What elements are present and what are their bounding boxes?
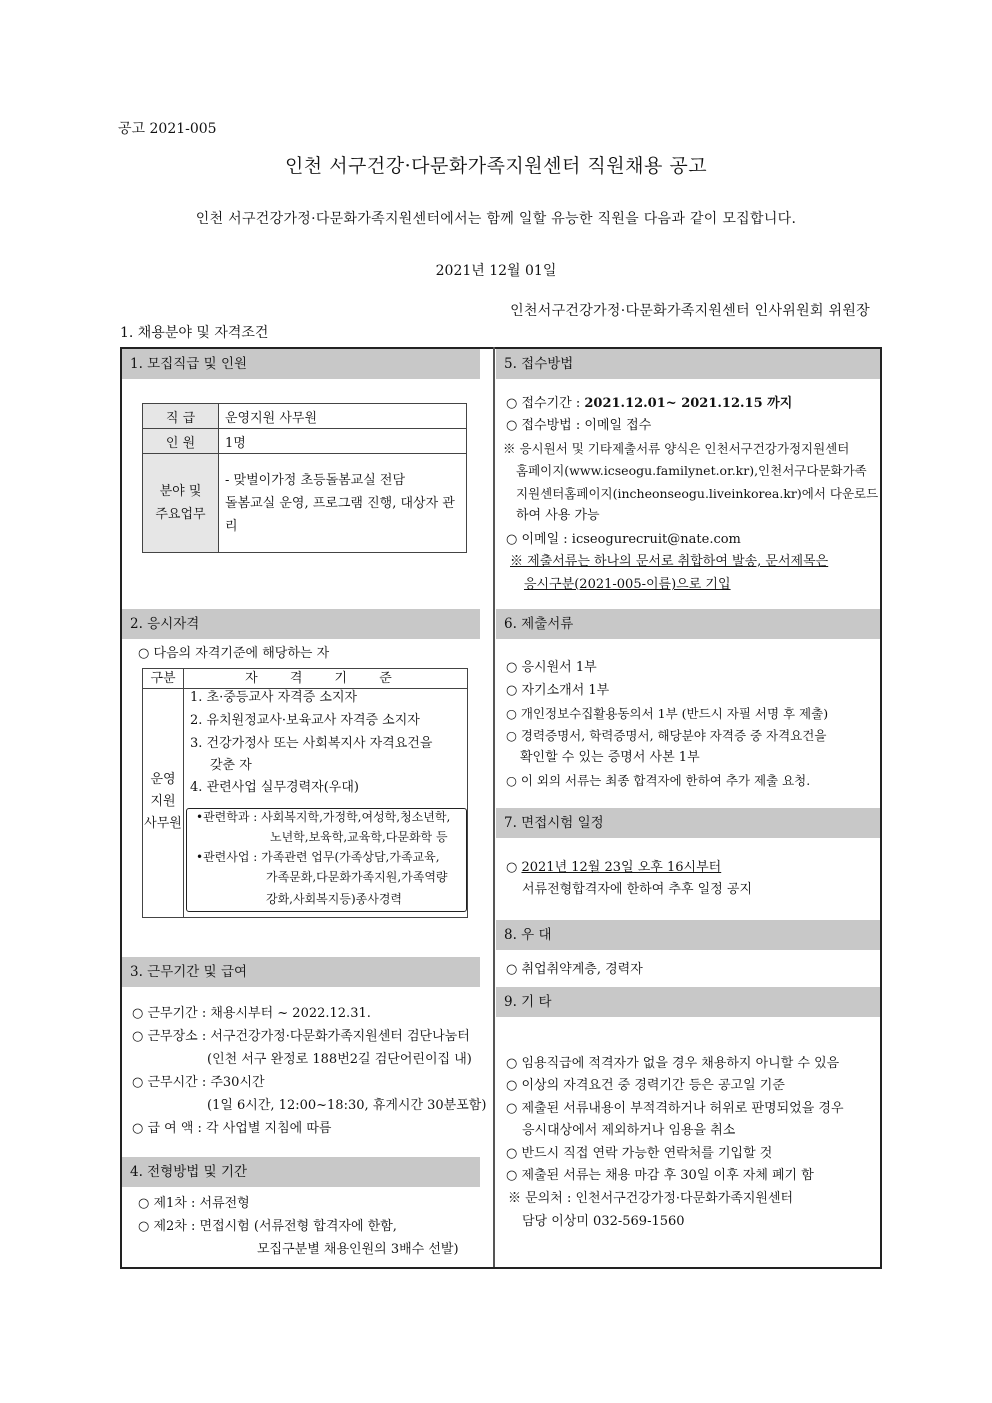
etc-5: ○ 제출된 서류는 채용 마감 후 30일 이후 자체 폐기 함 [506, 1168, 814, 1183]
rank-value: 운영지원 사무원 [219, 404, 467, 429]
doc-1: ○ 응시원서 1부 [506, 660, 597, 675]
qual-category-line1: 운영 [150, 772, 176, 787]
recruit-table [142, 403, 467, 553]
work-period: ○ 근무기간 : 채용시부터 ~ 2022.12.31. [132, 1006, 371, 1021]
doc-5: ○ 이 외의 서류는 최종 합격자에 한하여 추가 제출 요청. [506, 773, 811, 788]
doc-3: ○ 개인정보수집활용동의서 1부 (반드시 자필 서명 후 제출) [506, 706, 829, 721]
work-hours-detail: (1일 6시간, 12:00~18:30, 휴게시간 30분포함) [207, 1098, 487, 1113]
related-field-3: •관련사업 : 가족관련 업무(가족상담,가족교육, [196, 850, 440, 864]
apply-period-label: ○ 접수기간 : [506, 396, 585, 411]
qual-category-line3: 사무원 [144, 816, 182, 831]
duty-line2: 돌봄교실 운영, 프로그램 진행, 대상자 관리 [225, 495, 455, 534]
etc-2: ○ 이상의 자격요건 중 경력기간 등은 공고일 기준 [506, 1078, 785, 1093]
section-9-header: 9. 기 타 [496, 987, 880, 1017]
section-2-header: 2. 응시자격 [122, 609, 480, 639]
doc-2: ○ 자기소개서 1부 [506, 683, 610, 698]
qual-item-3: 3. 건강가정사 또는 사회복지사 자격요건을 [190, 736, 433, 751]
qual-item-2: 2. 유치원정교사·보육교사 자격증 소지자 [190, 713, 420, 728]
apply-period-value: 2021.12.01~ 2021.12.15 까지 [584, 396, 793, 411]
issuer: 인천서구건강가정·다문화가족지원센터 인사위원회 위원장 [510, 303, 870, 319]
submit-note-1: ※ 제출서류는 하나의 문서로 취합하여 발송, 문서제목은 [510, 554, 829, 569]
related-field-5: 강화,사회복지등)종사경력 [266, 892, 403, 906]
related-field-1: •관련학과 : 사회복지학,가정학,여성학,청소년학, [196, 810, 451, 824]
form-note-1: ※ 응시원서 및 기타제출서류 양식은 인천서구건강가정지원센터 [503, 441, 850, 456]
selection-step-1: ○ 제1차 : 서류전형 [138, 1196, 250, 1211]
qual-item-3b: 갖춘 자 [210, 758, 252, 773]
count-label: 인 원 [143, 429, 219, 454]
preference: ○ 취업취약계층, 경력자 [506, 962, 643, 977]
etc-3b: 응시대상에서 제외하거나 임용을 취소 [522, 1123, 736, 1138]
duty-line1: - 맞벌이가정 초등돌봄교실 전담 [225, 472, 406, 488]
qual-category [143, 769, 183, 835]
form-note-2: 홈페이지(www.icseogu.familynet.or.kr),인천서구다문화가족 [516, 463, 867, 478]
doc-4b: 확인할 수 있는 증명서 사본 1부 [520, 750, 700, 765]
selection-step-2: ○ 제2차 : 면접시험 (서류전형 합격자에 한함, [138, 1219, 397, 1234]
duty-label [143, 454, 219, 553]
etc-4: ○ 반드시 직접 연락 가능한 연락처를 기입할 것 [506, 1146, 773, 1161]
salary: ○ 급 여 액 : 각 사업별 지침에 따름 [132, 1121, 332, 1136]
qual-item-4: 4. 관련사업 실무경력자(우대) [190, 780, 359, 795]
section-4-header: 4. 전형방법 및 기간 [122, 1157, 480, 1187]
intro-text: 인천 서구건강가정·다문화가족지원센터에서는 함께 일할 유능한 직원을 다음과 같이 모집합니다. [195, 211, 797, 227]
selection-step-2-detail: 모집구분별 채용인원의 3배수 선발) [257, 1242, 459, 1257]
interview-date-value: 2021년 12월 23일 오후 16시부터 [521, 860, 722, 875]
section-7-header: 7. 면접시험 일정 [496, 808, 880, 838]
contact: ※ 문의처 : 인천서구건강가정·다문화가족지원센터 [508, 1191, 794, 1206]
section-heading: 1. 채용분야 및 자격조건 [120, 325, 269, 341]
notice-number: 공고 2021-005 [118, 121, 217, 137]
form-note-3: 지원센터홈페이지(incheonseogu.liveinkorea.kr)에서 다운로드 [516, 486, 879, 501]
duty-value [219, 454, 467, 553]
work-place: ○ 근무장소 : 서구건강가정·다문화가족지원센터 검단나눔터 [132, 1029, 470, 1044]
apply-email: ○ 이메일 : icseogurecruit@nate.com [506, 532, 741, 547]
etc-1: ○ 임용직급에 적격자가 없을 경우 채용하지 아니할 수 있음 [506, 1056, 840, 1071]
interview-bullet: ○ [506, 860, 522, 875]
page-title: 인천 서구건강·다문화가족지원센터 직원채용 공고 [284, 155, 708, 177]
related-field-4: 가족문화,다문화가족지원,가족역량 [266, 870, 448, 884]
qual-intro: ○ 다음의 자격기준에 해당하는 자 [138, 646, 330, 661]
column-divider [493, 347, 495, 1267]
interview-note: 서류전형합격자에 한하여 추후 일정 공지 [522, 882, 753, 897]
apply-period [506, 393, 792, 415]
duty-label-line1: 분야 및 [159, 484, 202, 499]
work-place-detail: (인천 서구 완정로 188번2길 검단어린이집 내) [207, 1052, 472, 1067]
section-5-header: 5. 접수방법 [496, 349, 880, 379]
contact-person: 담당 이상미 032-569-1560 [522, 1214, 685, 1229]
interview-date [506, 857, 721, 879]
section-8-header: 8. 우 대 [496, 920, 880, 950]
section-3-header: 3. 근무기간 및 급여 [122, 957, 480, 987]
form-note-4: 하여 사용 가능 [516, 508, 600, 523]
work-hours: ○ 근무시간 : 주30시간 [132, 1075, 265, 1090]
apply-method: ○ 접수방법 : 이메일 접수 [506, 418, 652, 433]
section-1-header: 1. 모집직급 및 인원 [122, 349, 480, 379]
related-field-2: 노년학,보육학,교육학,다문화학 등 [270, 830, 448, 844]
duty-label-line2: 주요업무 [155, 507, 206, 522]
rank-label: 직 급 [143, 404, 219, 429]
doc-4: ○ 경력증명서, 학력증명서, 해당분야 자격증 중 자격요건을 [506, 728, 827, 743]
qual-category-line2: 지원 [150, 794, 176, 809]
notice-date: 2021년 12월 01일 [435, 263, 557, 279]
qual-col2: 자 격 기 준 [184, 669, 467, 689]
section-6-header: 6. 제출서류 [496, 609, 880, 639]
qual-item-1: 1. 초·중등교사 자격증 소지자 [190, 690, 358, 705]
qual-col-divider [183, 669, 184, 917]
count-value: 1명 [219, 429, 467, 454]
etc-3: ○ 제출된 서류내용이 부적격하거나 허위로 판명되었을 경우 [506, 1101, 844, 1116]
qual-col1: 구분 [143, 669, 183, 689]
submit-note-2: 응시구분(2021-005-이름)으로 기입 [524, 577, 731, 592]
